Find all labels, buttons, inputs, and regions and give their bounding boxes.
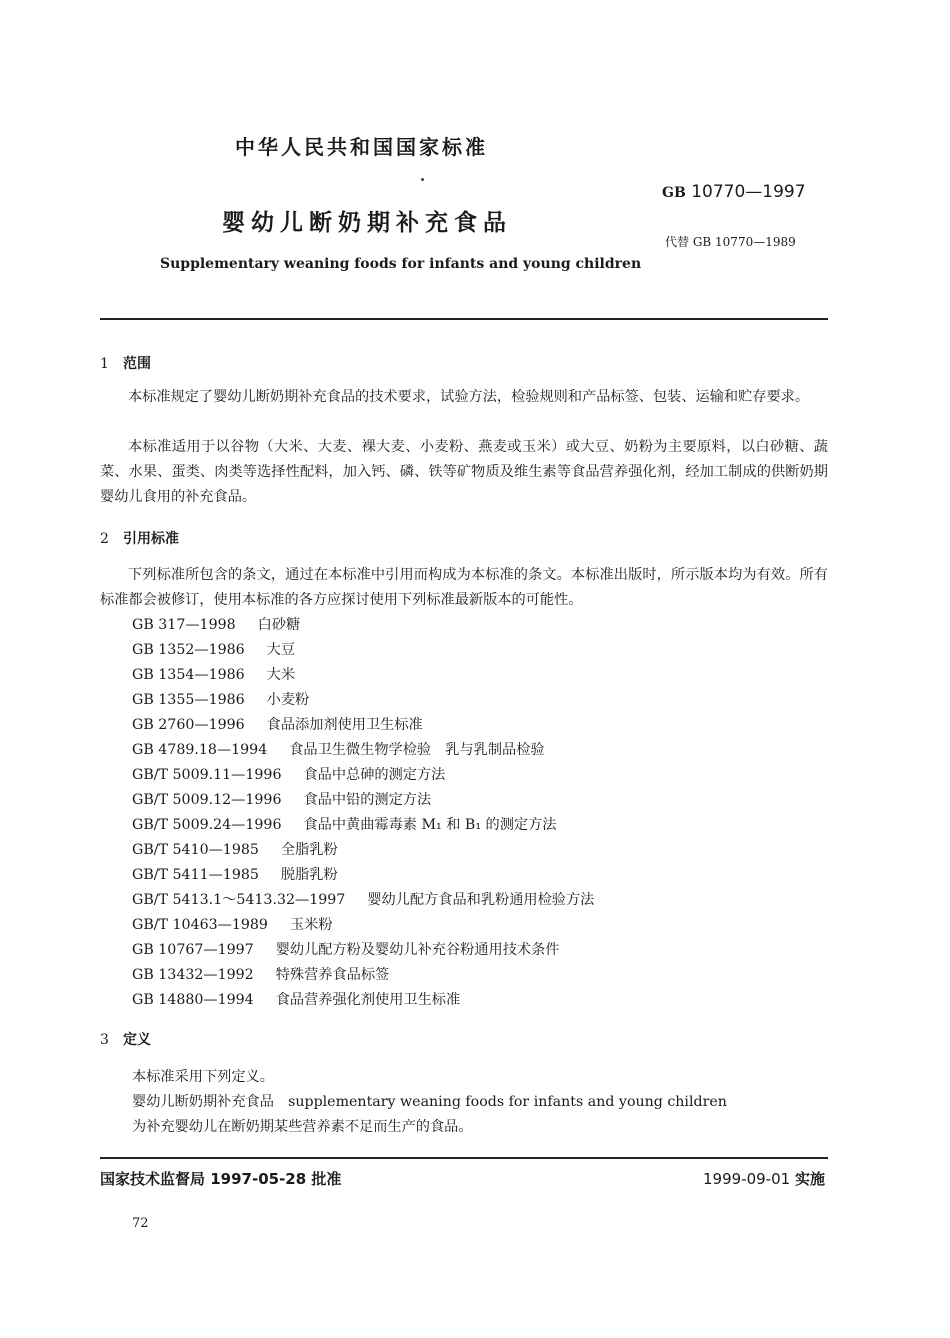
reference-code: GB/T 5009.12—1996	[132, 792, 282, 808]
reference-item	[132, 764, 445, 784]
reference-code: GB/T 10463—1989	[132, 917, 268, 933]
reference-item	[132, 864, 338, 884]
reference-title: 玉米粉	[289, 917, 333, 933]
reference-item	[132, 714, 423, 734]
reference-item	[132, 914, 333, 934]
standard-prefix: GB	[662, 185, 686, 201]
section-number: 3	[100, 1032, 109, 1048]
reference-title: 小麦粉	[266, 692, 310, 708]
reference-item	[132, 739, 545, 759]
reference-code: GB 1352—1986	[132, 642, 245, 658]
document-title: 婴幼儿断奶期补充食品	[222, 210, 512, 236]
reference-title: 食品卫生微生物学检验 乳与乳制品检验	[289, 742, 545, 758]
section-heading-normative-references	[100, 528, 179, 548]
section-number: 2	[100, 531, 109, 547]
reference-code: GB 1355—1986	[132, 692, 245, 708]
section-heading-scope	[100, 353, 151, 373]
reference-title: 婴幼儿配方食品和乳粉通用检验方法	[367, 892, 595, 908]
document-title-english: Supplementary weaning foods for infants and young children	[160, 256, 642, 272]
reference-code: GB 10767—1997	[132, 942, 254, 958]
paragraph: 本标准规定了婴幼儿断奶期补充食品的技术要求，试验方法，检验规则和产品标签、包装、运输和贮存要求。	[128, 389, 810, 405]
reference-code: GB 14880—1994	[132, 992, 254, 1008]
definition-text: 为补充婴幼儿在断奶期某些营养素不足而生产的食品。	[132, 1119, 473, 1135]
reference-code: GB/T 5413.1～5413.32—1997	[132, 892, 346, 908]
reference-title: 食品中总砷的测定方法	[303, 767, 446, 783]
reference-title: 特殊营养食品标签	[275, 967, 390, 983]
approval-statement: 国家技术监督局 1997-05-28 批准	[100, 1170, 342, 1188]
section-title: 引用标准	[123, 531, 179, 547]
reference-title: 婴幼儿配方粉及婴幼儿补充谷粉通用技术条件	[275, 942, 560, 958]
reference-item	[132, 614, 300, 634]
reference-code: GB/T 5410—1985	[132, 842, 259, 858]
reference-title: 食品添加剂使用卫生标准	[266, 717, 423, 733]
reference-title: 大米	[266, 667, 296, 683]
section-number: 1	[100, 356, 109, 372]
reference-title: 白砂糖	[257, 617, 301, 633]
definition-term: 婴幼儿断奶期补充食品 supplementary weaning foods for infants and young children	[132, 1094, 727, 1110]
reference-title: 脱脂乳粉	[280, 867, 338, 883]
reference-item	[132, 789, 431, 809]
reference-item	[132, 689, 309, 709]
replaces-standard: 代替 GB 10770—1989	[665, 235, 796, 249]
national-standard-heading: 中华人民共和国国家标准	[235, 135, 488, 159]
reference-title: 大豆	[266, 642, 296, 658]
reference-code: GB/T 5009.11—1996	[132, 767, 282, 783]
section-heading-definitions	[100, 1029, 151, 1049]
section-title: 定义	[123, 1032, 151, 1048]
reference-code: GB 13432—1992	[132, 967, 254, 983]
implementation-label: 实施	[794, 1170, 825, 1188]
paragraph: 下列标准所包含的条文，通过在本标准中引用而构成为本标准的条文。本标准出版时，所示版本均为有效。所有标准都会被修订，使用本标准的各方应探讨使用下列标准最新版本的可能性。	[100, 567, 828, 608]
reference-code: GB 4789.18—1994	[132, 742, 268, 758]
page-number: 72	[132, 1216, 149, 1231]
reference-item	[132, 939, 559, 959]
reference-code: GB/T 5411—1985	[132, 867, 259, 883]
reference-item	[132, 814, 556, 834]
standard-code: 10770—1997	[691, 182, 806, 202]
scan-speck	[421, 178, 424, 181]
reference-item	[132, 639, 295, 659]
standard-number	[662, 182, 806, 202]
reference-code: GB 1354—1986	[132, 667, 245, 683]
header-divider	[100, 318, 828, 320]
reference-item	[132, 889, 594, 909]
implementation-date: 1999-09-01	[703, 1170, 791, 1188]
paragraph: 本标准适用于以谷物（大米、大麦、裸大麦、小麦粉、燕麦或玉米）或大豆、奶粉为主要原料，以白砂糖、蔬菜、水果、蛋类、肉类等选择性配料，加入钙、磷、铁等矿物质及维生素等食品营养强化剂，经加工制成的供断奶期婴幼儿食用的补充食品。	[100, 439, 828, 505]
reference-item	[132, 664, 295, 684]
reference-item	[132, 964, 389, 984]
footer-divider	[100, 1157, 828, 1159]
reference-title: 食品中黄曲霉毒素 M₁ 和 B₁ 的测定方法	[303, 817, 557, 833]
section-title: 范围	[123, 356, 151, 372]
reference-item	[132, 989, 460, 1009]
reference-title: 食品营养强化剂使用卫生标准	[275, 992, 461, 1008]
reference-code: GB 317—1998	[132, 617, 236, 633]
reference-title: 食品中铅的测定方法	[303, 792, 432, 808]
implementation-statement	[703, 1168, 825, 1189]
reference-title: 全脂乳粉	[280, 842, 338, 858]
reference-code: GB/T 5009.24—1996	[132, 817, 282, 833]
reference-item	[132, 839, 338, 859]
reference-code: GB 2760—1996	[132, 717, 245, 733]
definition-intro: 本标准采用下列定义。	[132, 1069, 274, 1085]
